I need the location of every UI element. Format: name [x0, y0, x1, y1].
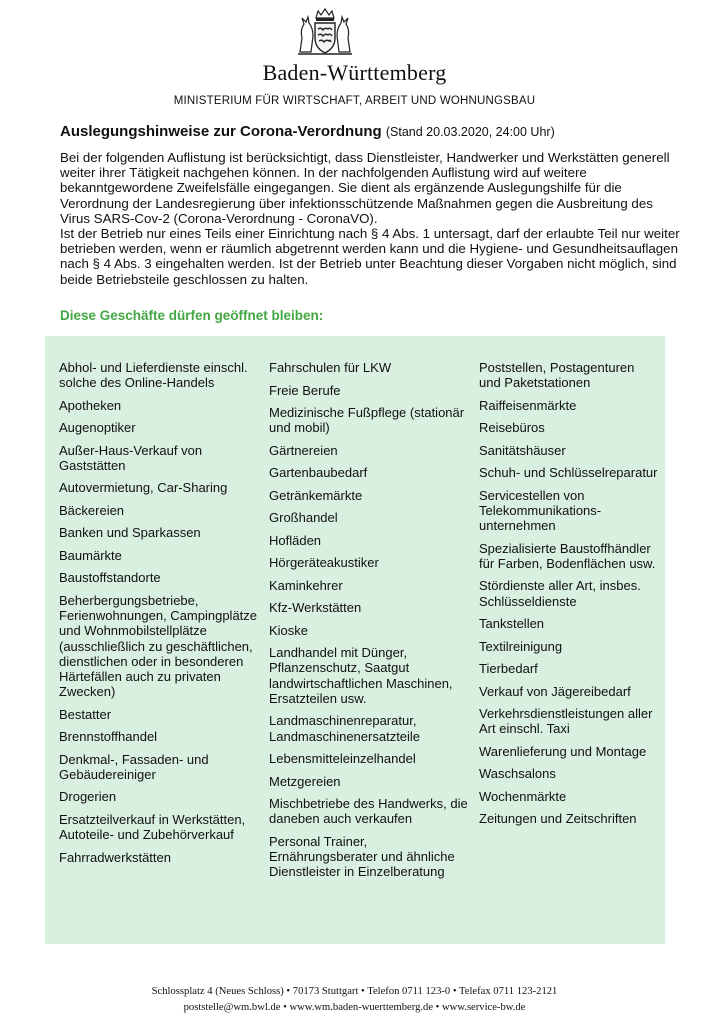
title-text: Auslegungshinweise zur Corona-Verordnung: [60, 123, 382, 140]
shop-list-item: Denkmal-, Fassaden- und Gebäudereiniger: [59, 751, 209, 782]
shop-list-item: Tierbedarf: [479, 661, 538, 677]
shop-list-item: Landmaschinenreparatur, Landmaschinenersatzteile: [269, 713, 421, 744]
shop-list-item: Medizinische Fußpflege (stationär und mobil): [269, 405, 465, 436]
shop-list-item: Raiffeisenmärkte: [479, 397, 577, 413]
shop-list-item: Stördienste aller Art, insbes. Schlüsseldienste: [479, 578, 641, 609]
shop-list-item: Sanitätshäuser: [479, 442, 566, 458]
state-name: Baden-Württemberg: [262, 60, 447, 85]
shop-list-item: Baumärkte: [59, 547, 122, 563]
shop-list-item: Wochenmärkte: [479, 788, 567, 804]
shop-list-item: Warenlieferung und Montage: [479, 743, 647, 759]
shop-list-item: Lebensmitteleinzelhandel: [269, 751, 416, 767]
shop-list-item: Gärtnereien: [269, 442, 338, 458]
shop-list-item: Hofläden: [269, 532, 322, 548]
shop-list-item: Servicestellen von Telekommunikations-unternehmen: [479, 487, 602, 534]
section-heading: Diese Geschäfte dürfen geöffnet bleiben:: [60, 308, 324, 323]
shop-list-item: Hörgeräteakustiker: [269, 555, 379, 571]
shop-list-item: Apotheken: [59, 397, 122, 413]
shop-list-column-2: [269, 360, 469, 887]
shop-list-item: Ersatzteilverkauf in Werkstätten, Autoteile- und Zubehörverkauf: [59, 811, 246, 843]
page-title: [60, 123, 680, 140]
intro-text: [60, 150, 680, 287]
shop-list-item: Fahrschulen für LKW: [269, 360, 392, 375]
footer-contact: poststelle@wm.bwl.de • www.wm.baden-wuerttemberg.de • www.service-bw.de: [183, 1002, 526, 1013]
shop-list-item: Fahrradwerkstätten: [59, 849, 171, 865]
shop-list-item: Getränkemärkte: [269, 487, 363, 503]
shop-list-item: Gartenbaubedarf: [269, 465, 368, 481]
shop-list-item: Schuh- und Schlüsselreparatur: [479, 465, 658, 481]
intro-paragraph: Ist der Betrieb nur eines Teils einer Einrichtung nach § 4 Abs. 1 untersagt, darf der erlaubte Teil nur weiter betrieben werden, wenn er räumlich abgetrennt werden kann und die Hygiene- und Gesundheitsauflagen nach § 4 Abs. 3 eingehalten werden. Ist der Betrieb unter Beachtung dieser Vorgaben nicht möglich, sind beide Betriebsteile geschlossen zu halten.: [60, 226, 680, 287]
shop-list-item: Metzgereien: [269, 773, 341, 789]
shop-list-item: Drogerien: [59, 789, 117, 805]
shop-list-item: Waschsalons: [479, 766, 556, 782]
intro-paragraph: Bei der folgenden Auflistung ist berücksichtigt, dass Dienstleister, Handwerker und Werkstätten generell weiter ihrer Tätigkeit nachgehen können. In der nachfolgenden Auflistung wird auf weitere bekanntgewordene Zweifelsfälle eingegangen. Sie dient als ergänzende Auslegungshilfe für die Verordnung der Landesregierung über infektionsschützende Maßnahmen gegen die Ausbreitung des Virus SARS-Cov-2 (Corona-Verordnung - CoronaVO).: [60, 150, 670, 226]
shop-list-item: Landhandel mit Dünger, Pflanzenschutz, Saatgut landwirtschaftlichen Maschinen, Ersatzteilen usw.: [269, 645, 453, 706]
shop-list-item: Kioske: [269, 622, 309, 638]
shop-list-item: Baustoffstandorte: [59, 570, 161, 586]
shop-list-item: Poststellen, Postagenturen und Paketstationen: [479, 360, 635, 391]
shop-list-item: Banken und Sparkassen: [59, 525, 201, 541]
shop-list-item: Bäckereien: [59, 502, 125, 518]
stand-date: (Stand 20.03.2020, 24:00 Uhr): [385, 125, 555, 139]
shop-list-item: Zeitungen und Zeitschriften: [479, 811, 637, 827]
shop-list-item: Personal Trainer, Ernährungsberater und ähnliche Dienstleister in Einzelberatung: [269, 833, 455, 880]
shop-list-item: Augenoptiker: [59, 420, 136, 436]
shop-list-item: Kaminkehrer: [269, 577, 343, 593]
shop-list-item: Reisebüros: [479, 420, 545, 436]
shop-list-item: Verkehrsdienstleistungen aller Art einschl. Taxi: [479, 706, 653, 737]
shop-list-column-3: [479, 360, 659, 834]
shop-list-item: Kfz-Werkstätten: [269, 600, 362, 616]
footer-address: Schlossplatz 4 (Neues Schloss) • 70173 Stuttgart • Telefon 0711 123-0 • Telefax 0711 123-2121: [151, 986, 558, 997]
shop-list-item: Bestatter: [59, 706, 112, 722]
shop-list-item: Textilreinigung: [479, 638, 563, 654]
shop-list-item: Beherbergungsbetriebe, Ferienwohnungen, Campingplätze und Wohnmobilstellplätze (ausschließlich zu geschäftlichen, dienstlichen oder in besonderen Härtefällen auch zu privaten Zwecken): [59, 592, 258, 700]
ministry-name: MINISTERIUM FÜR WIRTSCHAFT, ARBEIT UND WOHNUNGSBAU: [173, 95, 536, 107]
coat-of-arms-icon: [294, 8, 356, 56]
shop-list-item: Freie Berufe: [269, 382, 341, 398]
shop-list-item: Tankstellen: [479, 616, 545, 632]
shop-list-item: Spezialisierte Baustoffhändler für Farben, Bodenflächen usw.: [479, 540, 656, 571]
shop-list-item: Mischbetriebe des Handwerks, die daneben auch verkaufen: [269, 796, 468, 827]
shop-list-item: Verkauf von Jägereibedarf: [479, 683, 631, 699]
shop-list-item: Autovermietung, Car-Sharing: [59, 480, 228, 496]
shop-list-item: Großhandel: [269, 510, 338, 526]
shop-list-item: Abhol- und Lieferdienste einschl. solche des Online-Handels: [59, 360, 248, 391]
shop-list-item: Außer-Haus-Verkauf von Gaststätten: [59, 442, 203, 473]
shop-list-item: Brennstoffhandel: [59, 729, 158, 745]
shop-list-column-1: [59, 360, 259, 872]
